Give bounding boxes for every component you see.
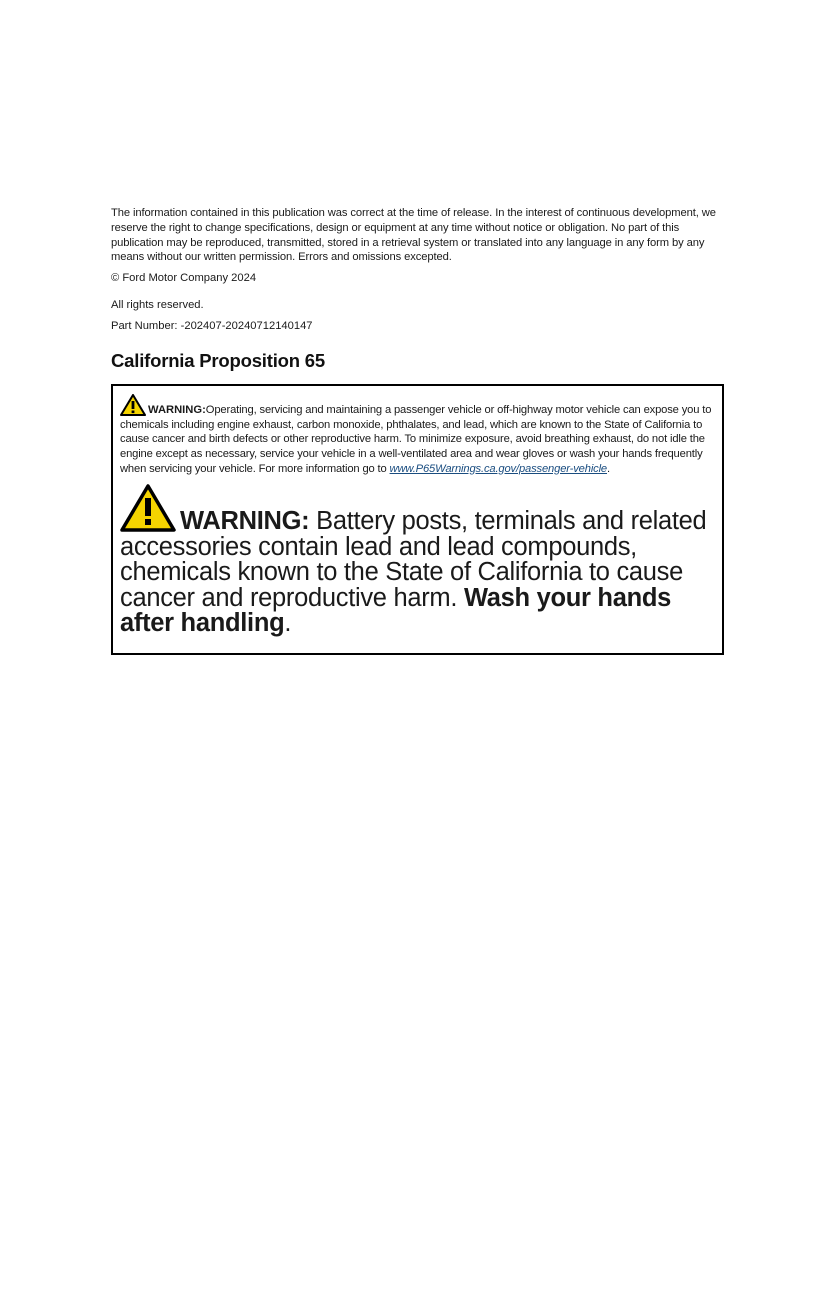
prop65-warning-box bbox=[111, 384, 724, 655]
battery-warning-trailing-punct: . bbox=[284, 609, 292, 638]
exhaust-warning bbox=[120, 394, 716, 476]
warning-body-text: Operating, servicing and maintaining a passenger vehicle or off-highway motor vehicle can expose you to chemicals including engine exhaust, carbon monoxide, phthalates, and lead, which are known to the State of California to cause cancer and birth defects or other reproductive harm. To minimize exposure, avoid breathing exhaust, do not idle the engine except as necessary, service your vehicle in a well-ventilated area and wear gloves or wash your hands frequently when servicing your vehicle. For more information go to bbox=[120, 404, 712, 475]
part-number-text: Part Number: -202407-20240712140147 bbox=[111, 320, 313, 333]
document-page bbox=[111, 206, 724, 655]
copyright-text: © Ford Motor Company 2024 bbox=[111, 272, 257, 285]
battery-warning-label: WARNING: bbox=[180, 507, 310, 536]
warning-triangle-icon bbox=[120, 394, 146, 416]
wash-hands-text: Wash your hands after handling bbox=[120, 583, 672, 638]
rights-text: All rights reserved. bbox=[111, 299, 204, 312]
warning-trailing-punct: . bbox=[607, 462, 610, 475]
battery-warning-body: Battery posts, terminals and related accessories contain lead and lead compounds, chemicals known to the State of California to cause cancer and reproductive harm. bbox=[120, 507, 707, 612]
disclaimer-text: The information contained in this publication was correct at the time of release. In the interest of continuous development, we reserve the right to change specifications, design or equipment at any time without notice or obligation. No part of this publication may be reproduced, transmitted, stored in a retrieval system or translated into any language in any form by any means without our written permission. Errors and omissions excepted. bbox=[111, 207, 716, 264]
p65-warnings-link[interactable]: www.P65Warnings.ca.gov/passenger-vehicle bbox=[389, 462, 608, 475]
warning-triangle-icon bbox=[120, 484, 176, 532]
battery-warning bbox=[120, 484, 716, 637]
warning-label: WARNING: bbox=[148, 404, 206, 417]
section-title: California Proposition 65 bbox=[111, 350, 325, 372]
